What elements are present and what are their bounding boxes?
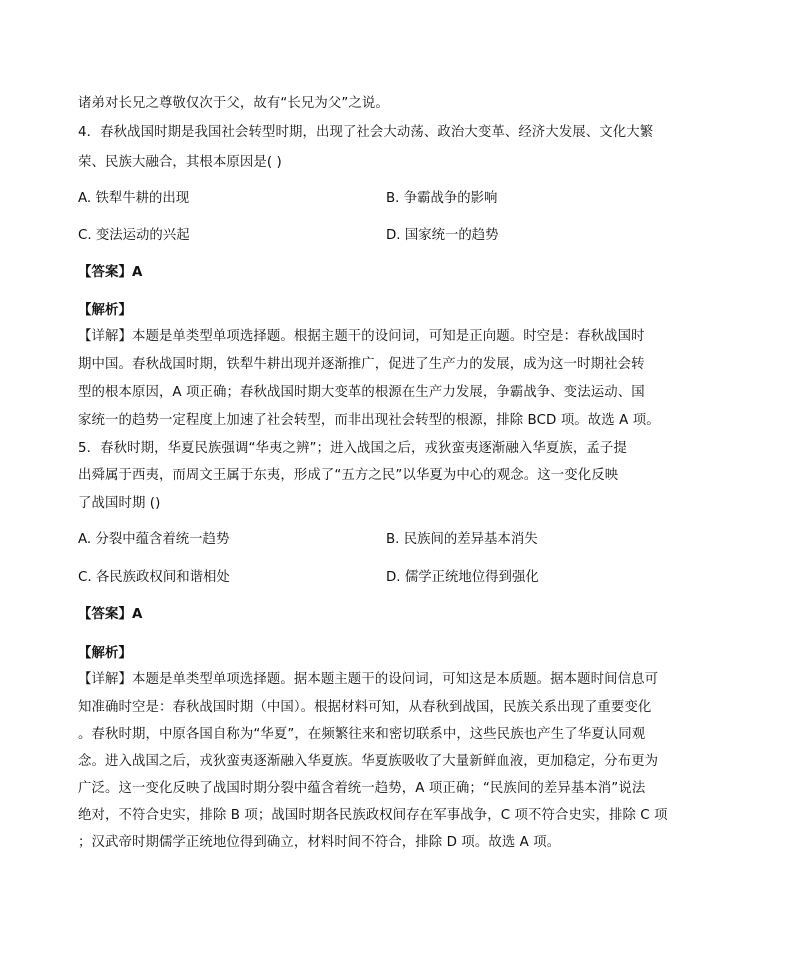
q4-answer: 【答案】A xyxy=(78,265,143,280)
q4-stem-line-1: 4．春秋战国时期是我国社会转型时期，出现了社会大动荡、政治大变革、经济大发展、文化大繁 xyxy=(78,125,654,140)
q4-analysis-label: 【解析】 xyxy=(78,303,132,318)
q5-detail-line-6: 绝对，不符合史实，排除 B 项；战国时期各民族政权间存在军事战争，C 项不符合史实，排除 C 项 xyxy=(78,808,668,823)
q4-option-d: D. 国家统一的趋势 xyxy=(386,228,499,243)
q4-detail-line-4: 家统一的趋势一定程度上加速了社会转型，而非出现社会转型的根源，排除 BCD 项。故选 A 项。 xyxy=(78,413,660,428)
q4-option-b: B. 争霸战争的影响 xyxy=(386,191,498,206)
q5-stem-line-1: 5．春秋时期，华夏民族强调“华夷之辨”；进入战国之后，戎狄蛮夷逐渐融入华夏族，孟子提 xyxy=(78,441,627,456)
q5-detail-line-1: 【详解】本题是单类型单项选择题。据本题主题干的设问词，可知这是本质题。据本题时间信息可 xyxy=(78,672,659,687)
q5-detail-line-5: 广泛。这一变化反映了战国时期分裂中蕴含着统一趋势，A 项正确；“民族间的差异基本消”说法 xyxy=(78,781,646,796)
q4-detail-line-2: 期中国。春秋战国时期，铁犁牛耕出现并逐渐推广，促进了生产力的发展，成为这一时期社会转 xyxy=(78,357,645,372)
q5-analysis-label: 【解析】 xyxy=(78,646,132,661)
q5-stem-line-3: 了战国时期 () xyxy=(78,496,161,511)
q5-detail-line-7: ；汉武帝时期儒学正统地位得到确立，材料时间不符合，排除 D 项。故选 A 项。 xyxy=(78,835,561,850)
q5-option-d: D. 儒学正统地位得到强化 xyxy=(386,570,539,585)
q4-option-c: C. 变法运动的兴起 xyxy=(78,228,190,243)
q5-stem-line-2: 出舜属于西夷，而周文王属于东夷，形成了“五方之民”以华夏为中心的观念。这一变化反映 xyxy=(78,468,619,483)
q5-detail-line-3: 。春秋时期，中原各国自称为“华夏”，在频繁往来和密切联系中，这些民族也产生了华夏认同观 xyxy=(78,727,646,742)
q5-detail-line-4: 念。进入战国之后，戎狄蛮夷逐渐融入华夏族。华夏族吸收了大量新鲜血液，更加稳定，分布更为 xyxy=(78,754,659,769)
q5-option-b: B. 民族间的差异基本消失 xyxy=(386,532,538,547)
q5-answer: 【答案】A xyxy=(78,607,143,622)
q5-option-a: A. 分裂中蕴含着统一趋势 xyxy=(78,532,230,547)
q4-stem-line-2: 荣、民族大融合，其根本原因是( ) xyxy=(78,155,282,170)
q4-option-a: A. 铁犁牛耕的出现 xyxy=(78,191,190,206)
q5-detail-line-2: 知准确时空是：春秋战国时期（中国）。根据材料可知，从春秋到战国，民族关系出现了重要变化 xyxy=(78,700,652,715)
carryover-text: 诸弟对长兄之尊敬仅次于父，故有“长兄为父”之说。 xyxy=(78,96,389,111)
q5-option-c: C. 各民族政权间和谐相处 xyxy=(78,570,230,585)
q4-detail-line-3: 型的根本原因，A 项正确；春秋战国时期大变革的根源在生产力发展，争霸战争、变法运动、国 xyxy=(78,385,645,400)
q4-detail-line-1: 【详解】本题是单类型单项选择题。根据主题干的设问词，可知是正向题。时空是：春秋战国时 xyxy=(78,329,645,344)
